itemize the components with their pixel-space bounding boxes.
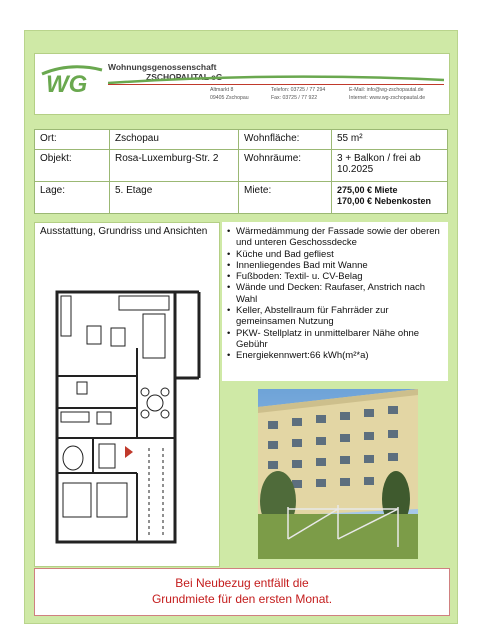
ort-label: Ort:	[35, 130, 110, 150]
feature-item: • Wände und Decken: Raufaser, Anstrich nach Wahl	[236, 282, 442, 305]
wohnflaeche-label: Wohnfläche:	[239, 130, 332, 150]
nebenkosten-value: 170,00 € Nebenkosten	[337, 195, 432, 206]
address-line: 09405 Zschopau	[210, 94, 249, 101]
internet-line: Internet: www.wg-zschopautal.de	[349, 94, 426, 101]
wohnraeume-value: 3 + Balkon / frei ab 10.2025	[332, 149, 448, 181]
feature-item: • Innenliegendes Bad mit Wanne	[236, 260, 442, 271]
fax-line: Fax: 03725 / 77 922	[271, 94, 318, 101]
neubezug-notice	[34, 568, 450, 616]
lage-value: 5. Etage	[110, 181, 239, 213]
email-line: E-Mail: info@wg-zschopautal.de	[349, 87, 424, 93]
miete-value: 275,00 € Miete	[337, 184, 398, 195]
company-line1: Wohnungsgenossenschaft	[108, 62, 217, 72]
feature-item: • Küche und Bad gefliest	[236, 249, 442, 260]
address-line: Altmarkt 8	[210, 87, 234, 93]
feature-item: • Wärmedämmung der Fassade sowie der oberen und unteren Geschossdecke	[236, 226, 442, 249]
lage-label: Lage:	[35, 181, 110, 213]
ort-value: Zschopau	[110, 130, 239, 150]
feature-item: • Energiekennwert:66 kWh(m²*a)	[236, 350, 442, 361]
feature-item: • Fußboden: Textil- u. CV-Belag	[236, 271, 442, 282]
web-block	[349, 87, 425, 102]
notice-line2: Grundmiete für den ersten Monat.	[151, 592, 333, 606]
address-block	[210, 87, 249, 102]
wohnflaeche-value: 55 m²	[332, 130, 448, 150]
feature-item: • Keller, Abstellraum für Fahrräder zur gemeinsamen Nutzung	[236, 305, 442, 328]
info-table	[34, 129, 448, 214]
building-photo	[258, 389, 418, 559]
green-swoosh	[108, 74, 444, 84]
logo-letters: WG	[46, 71, 88, 96]
company-line2: ZSCHOPAUTAL eG	[146, 72, 223, 82]
notice-line1: Bei Neubezug entfällt die	[175, 576, 309, 590]
phone-block	[271, 87, 325, 102]
wohnraeume-label: Wohnräume:	[239, 149, 332, 181]
ausstattung-title: Ausstattung, Grundriss und Ansichten	[40, 226, 208, 237]
wg-logo	[40, 60, 104, 96]
floor-plan	[53, 288, 203, 548]
miete-cell	[332, 181, 448, 213]
features-list	[222, 222, 448, 381]
miete-label: Miete:	[239, 181, 332, 213]
objekt-label: Objekt:	[35, 149, 110, 181]
red-rule	[108, 84, 444, 85]
objekt-value: Rosa-Luxemburg-Str. 2	[110, 149, 239, 181]
letterhead	[34, 53, 450, 115]
expose-page	[24, 30, 458, 624]
phone-line: Telefon: 03725 / 77 294	[271, 87, 326, 93]
feature-item: • PKW- Stellplatz in unmittelbarer Nähe ohne Gebühr	[236, 328, 442, 351]
ausstattung-panel	[34, 222, 220, 567]
